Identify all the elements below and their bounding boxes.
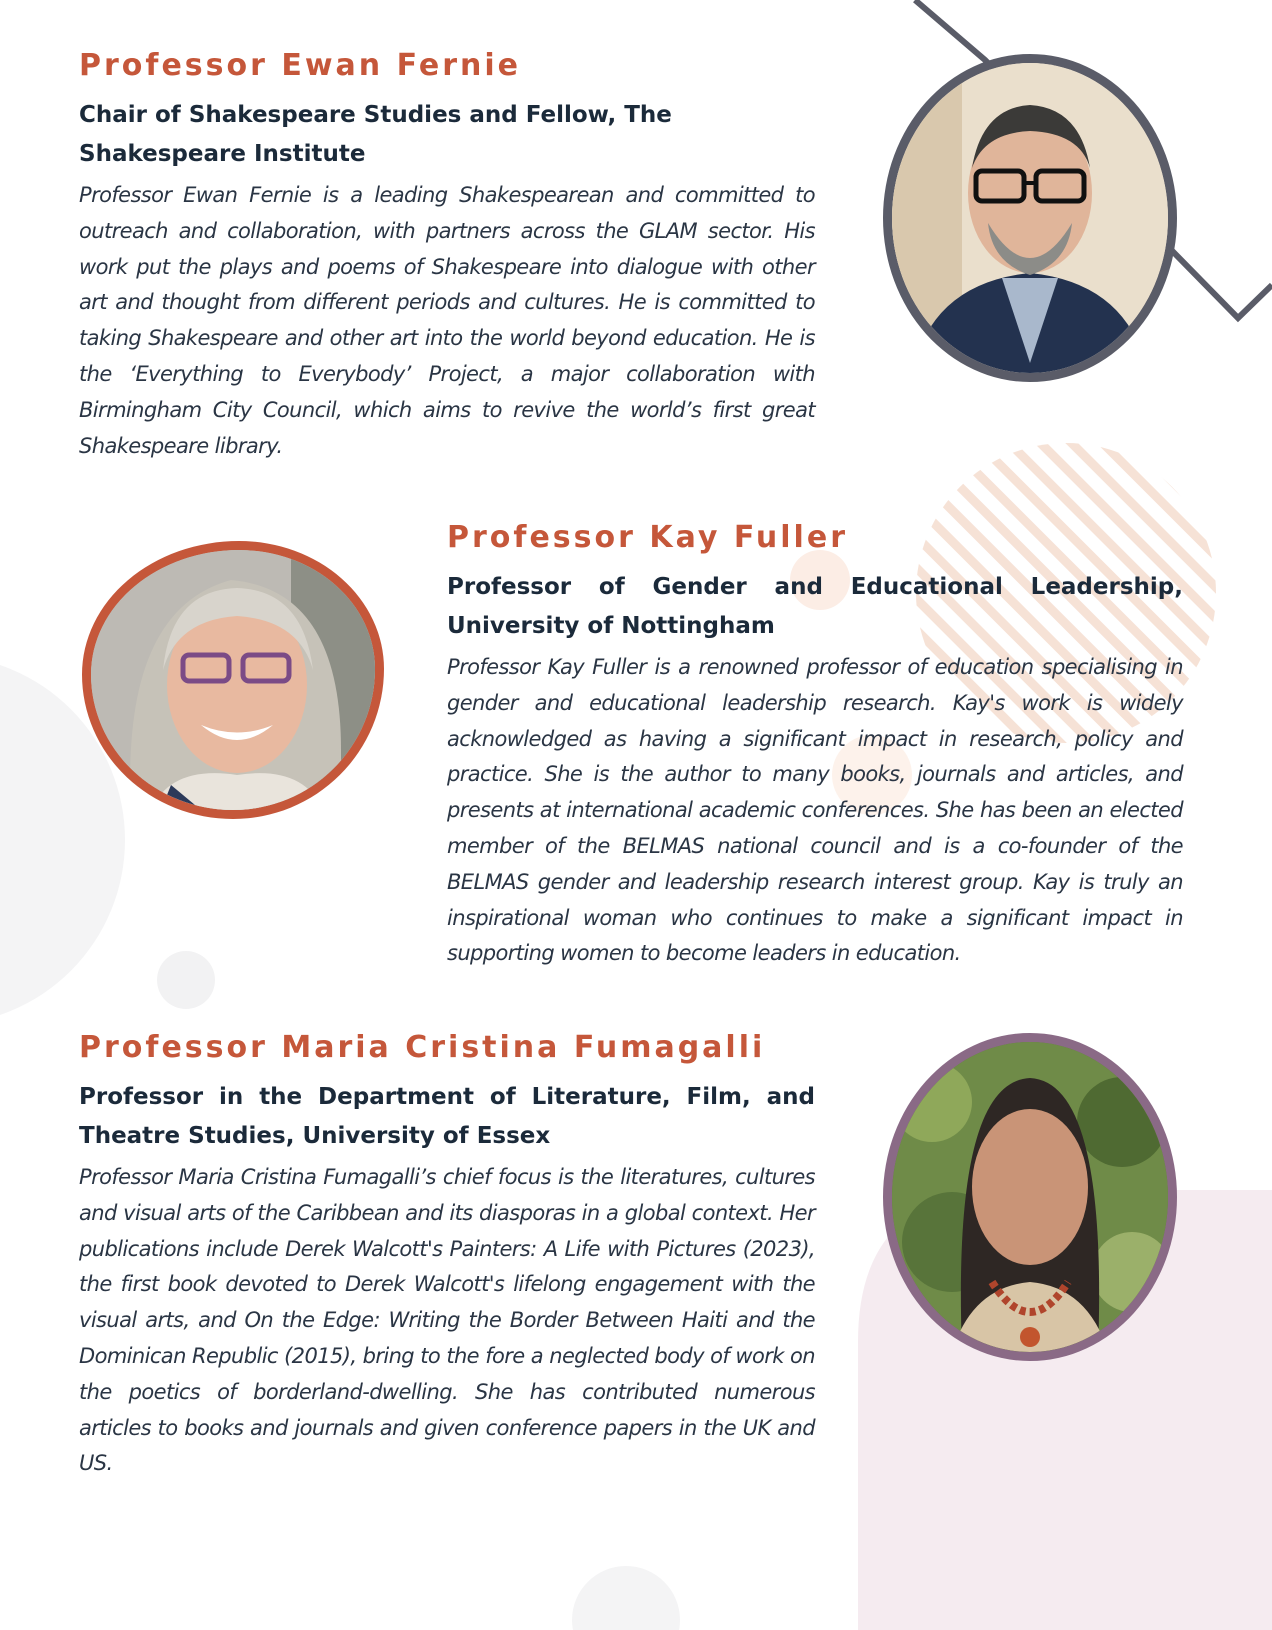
profile-kay-fuller [447,520,1183,972]
profile-role: Professor of Gender and Educational Leadership, University of Nottingham [447,574,1183,639]
profile-name: Professor Maria Cristina Fumagalli [79,1030,766,1065]
profile-role: Chair of Shakespeare Studies and Fellow, The Shakespeare Institute [79,102,672,167]
profile-name: Professor Kay Fuller [447,520,848,555]
portrait-ewan-fernie [883,54,1177,382]
profile-role: Professor in the Department of Literature, Film, and Theatre Studies, University of Essex [79,1084,815,1149]
profile-bio: Professor Ewan Fernie is a leading Shakespearean and committed to outreach and collaboration, with partners across the GLAM sector. His work put the plays and poems of Shakespeare into dialogue with other art and thought from different periods and cultures. He is committed to taking Shakespeare and other art into the world beyond education. He is the ‘Everything to Everybody’ Project, a major collaboration with Birmingham City Council, which aims to revive the world’s first great Shakespeare library. [79,183,815,458]
bottom-gray-circle [572,1566,680,1630]
profile-ewan-fernie [79,48,815,464]
profile-maria-cristina-fumagalli [79,1030,815,1482]
profile-name: Professor Ewan Fernie [79,48,522,83]
profile-bio: Professor Kay Fuller is a renowned professor of education specialising in gender and educational leadership research. Kay's work is widely acknowledged as having a significant impact in research, policy and practice. She is the author to many books, journals and articles, and presents at international academic conferences. She has been an elected member of the BELMAS national council and is a co-founder of the BELMAS gender and leadership research interest group. Kay is truly an inspirational woman who continues to make a significant impact in supporting women to become leaders in education. [447,655,1183,966]
profile-bio: Professor Maria Cristina Fumagalli’s chief focus is the literatures, cultures and visual arts of the Caribbean and its diasporas in a global context. Her publications include Derek Walcott's Painters: A Life with Pictures (2023), the first book devoted to Derek Walcott's lifelong engagement with the visual arts, and On the Edge: Writing the Border Between Haiti and the Dominican Republic (2015), bring to the fore a neglected body of work on the poetics of borderland-dwelling. She has contributed numerous articles to books and journals and given conference papers in the UK and US. [79,1165,815,1476]
portrait-maria-cristina-fumagalli [883,1033,1177,1361]
small-gray-dot [157,951,215,1009]
